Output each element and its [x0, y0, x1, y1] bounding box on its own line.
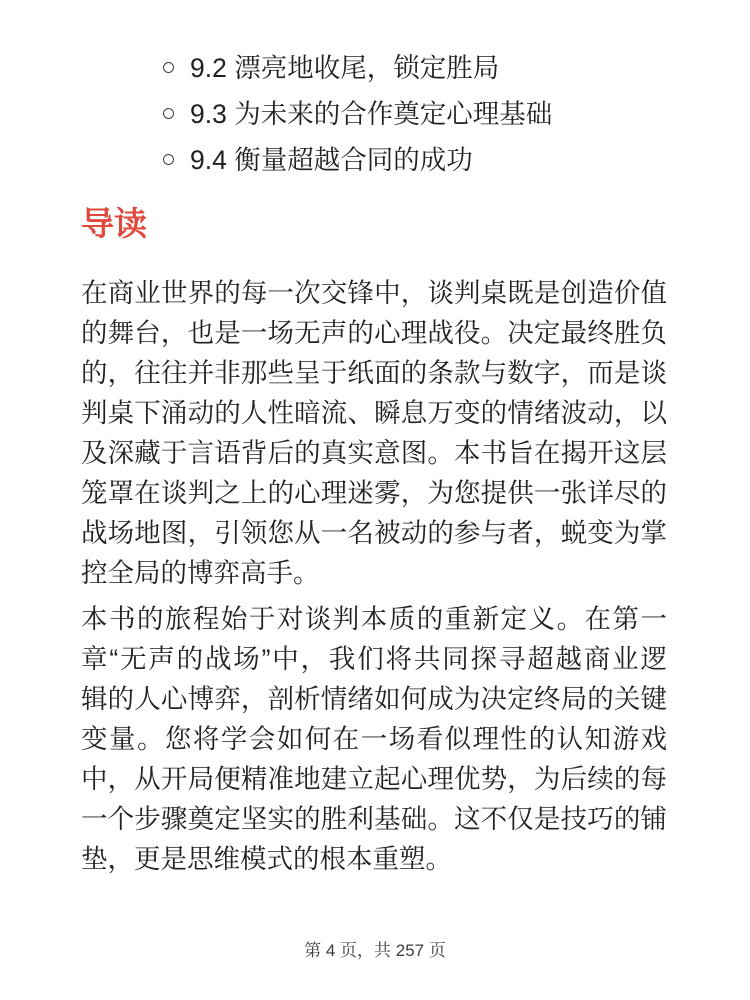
paragraph-1 — [81, 273, 667, 593]
paragraph-line: 及深藏于言语背后的真实意图。本书旨在揭开这层 — [81, 438, 667, 468]
toc-item-label: 9.4 衡量超越合同的成功 — [190, 145, 473, 175]
paragraph-line: 一个步骤奠定坚实的胜利基础。这不仅是技巧的铺 — [81, 804, 667, 834]
paragraph-line: 垫，更是思维模式的根本重塑。 — [81, 844, 452, 874]
paragraph-line: 判桌下涌动的人性暗流、瞬息万变的情绪波动，以 — [81, 398, 667, 428]
toc-item-label: 9.3 为未来的合作奠定心理基础 — [190, 99, 553, 129]
paragraph-line: 笼罩在谈判之上的心理迷雾，为您提供一张详尽的 — [81, 478, 667, 508]
paragraph-line: 在商业世界的每一次交锋中，谈判桌既是创造价值 — [81, 278, 667, 308]
paragraph-line: 中，从开局便精准地建立起心理优势，为后续的每 — [81, 764, 667, 794]
paragraph-line: 的舞台，也是一场无声的心理战役。决定最终胜负 — [81, 318, 667, 348]
circle-bullet-icon — [163, 154, 174, 165]
page-indicator: 第 4 页，共 257 页 — [304, 941, 446, 960]
paragraph-line: 本书的旅程始于对谈判本质的重新定义。在第一 — [81, 604, 667, 634]
paragraph-line: 的，往往并非那些呈于纸面的条款与数字，而是谈 — [81, 358, 667, 388]
toc-item-9-2 — [190, 45, 667, 91]
paragraph-line: 控全局的博弈高手。 — [81, 558, 320, 588]
paragraph-line: 辑的人心博弈，剖析情绪如何成为决定终局的关键 — [81, 684, 667, 714]
circle-bullet-icon — [163, 108, 174, 119]
toc-list — [81, 45, 667, 183]
paragraph-2 — [81, 599, 667, 879]
section-heading: 导读 — [81, 205, 147, 242]
circle-bullet-icon — [163, 62, 174, 73]
page-footer — [0, 941, 750, 961]
paragraph-line: 战场地图，引领您从一名被动的参与者，蜕变为掌 — [81, 518, 667, 548]
toc-item-label: 9.2 漂亮地收尾，锁定胜局 — [190, 53, 500, 83]
toc-item-9-3 — [190, 91, 667, 137]
toc-item-9-4 — [190, 137, 667, 183]
paragraph-line: 变量。您将学会如何在一场看似理性的认知游戏 — [81, 724, 667, 754]
paragraph-line: 章“无声的战场”中，我们将共同探寻超越商业逻 — [81, 644, 667, 674]
